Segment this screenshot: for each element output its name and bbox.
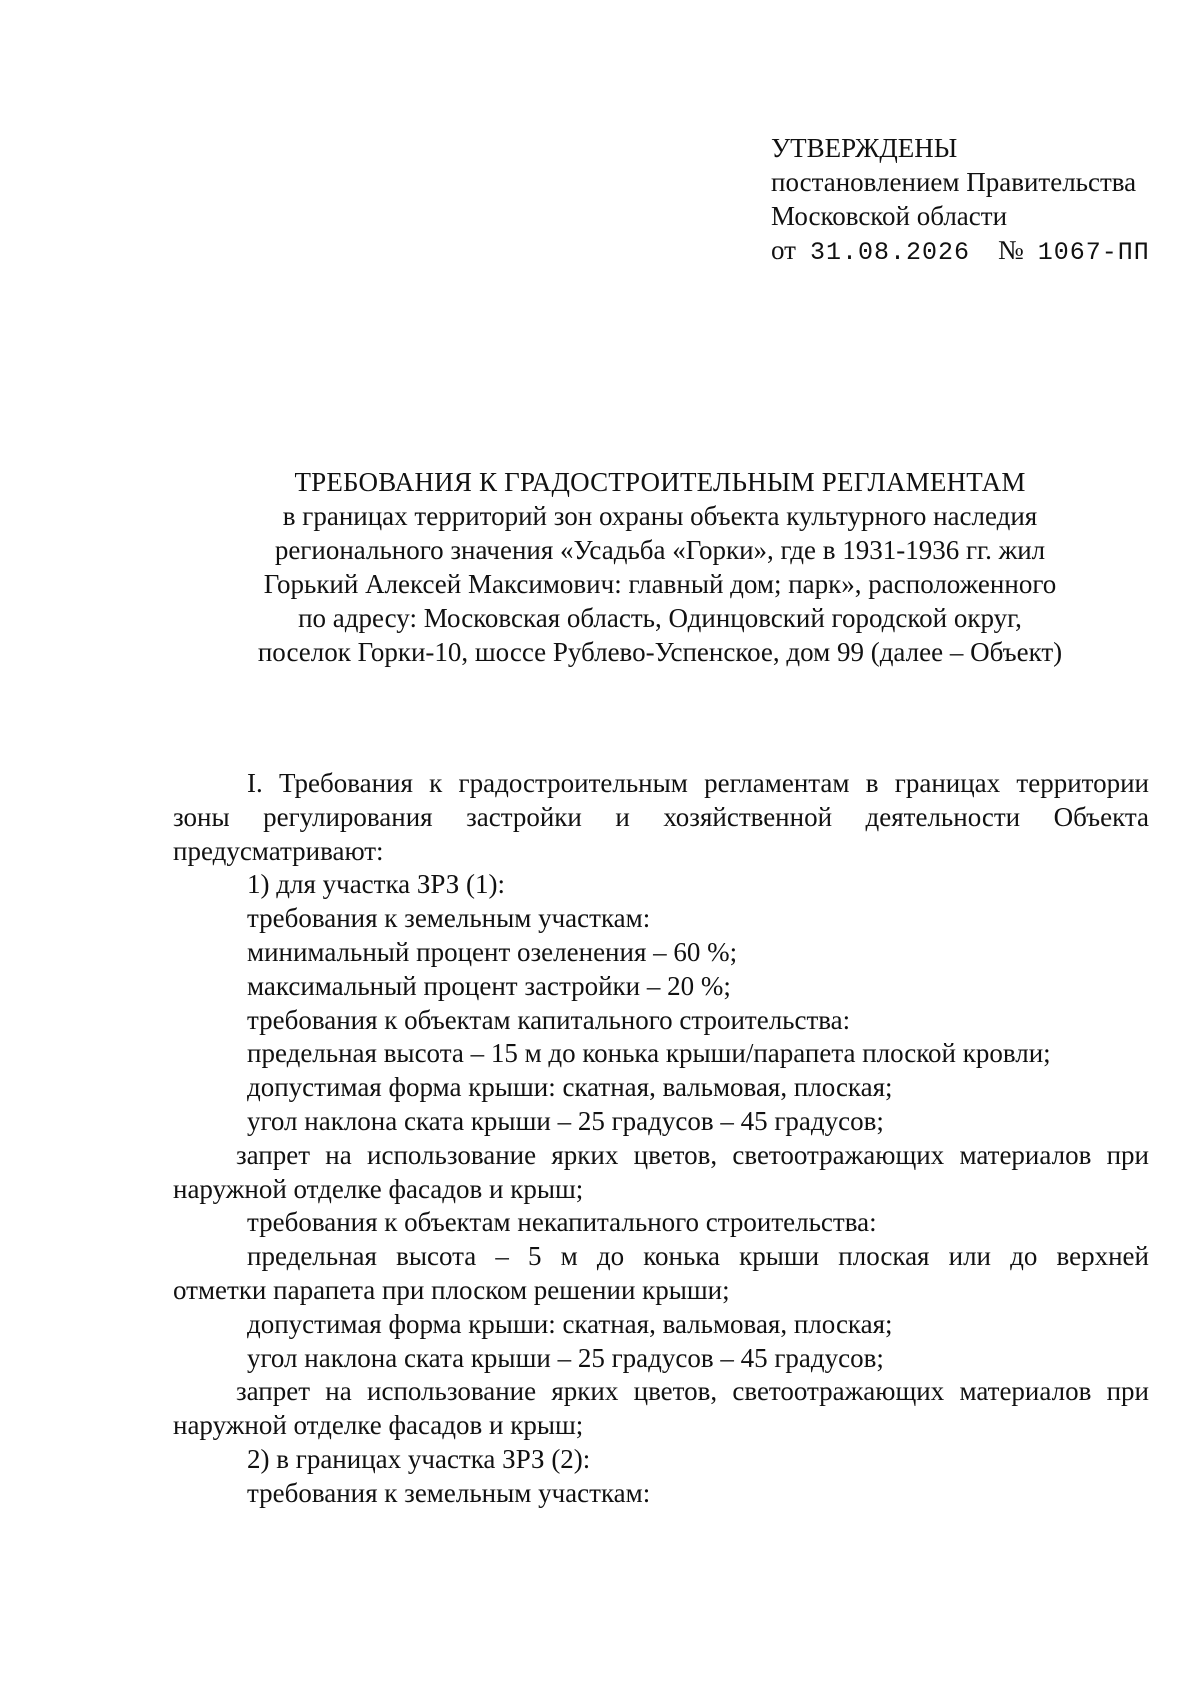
title-heading: ТРЕБОВАНИЯ К ГРАДОСТРОИТЕЛЬНЫМ РЕГЛАМЕНТАМ <box>294 467 1026 497</box>
min-green-percent: минимальный процент озеленения – 60 %; <box>247 936 738 967</box>
capital-colors-line2: наружной отделке фасадов и крыш; <box>173 1173 584 1204</box>
document-body <box>173 767 1149 1511</box>
title-line: Горький Алексей Максимович: главный дом; парк», расположенного <box>263 569 1057 599</box>
section1-line1: I. Требования к градостроительным регламентам в границах территории <box>247 768 1149 798</box>
item2-heading: 2) в границах участка ЗРЗ (2): <box>247 1443 591 1474</box>
land-requirements-1: требования к земельным участкам: <box>247 903 651 934</box>
approval-number-sign: № <box>997 235 1024 265</box>
noncapital-requirements: требования к объектам некапитального строительства: <box>247 1207 877 1238</box>
capital-roof-form: допустимая форма крыши: скатная, вальмовая, плоская; <box>247 1072 893 1103</box>
approval-region-line: Московской области <box>771 201 1008 231</box>
noncapital-height-line2: отметки парапета при плоском решении крыши; <box>173 1274 730 1305</box>
approval-stamp <box>771 131 1150 270</box>
noncapital-colors-line2: наружной отделке фасадов и крыш; <box>173 1410 584 1441</box>
noncapital-roof-form: допустимая форма крыши: скатная, вальмовая, плоская; <box>247 1308 893 1339</box>
capital-colors-line1: запрет на использование ярких цветов, светоотражающих материалов при <box>236 1139 1149 1170</box>
noncapital-colors-line1: запрет на использование ярких цветов, светоотражающих материалов при <box>236 1376 1149 1407</box>
section1-line2: зоны регулирования застройки и хозяйственной деятельности Объекта <box>173 801 1149 832</box>
capital-roof-angle: угол наклона ската крыши – 25 градусов – 45 градусов; <box>247 1105 884 1136</box>
item1-heading: 1) для участка ЗРЗ (1): <box>247 869 506 900</box>
section1-line3: предусматривают: <box>173 835 384 866</box>
approval-from-label: от <box>771 235 796 265</box>
noncapital-height-line1: предельная высота – 5 м до конька крыши плоская или до верхней <box>247 1241 1149 1272</box>
approval-date-number-line <box>771 233 1150 270</box>
land-requirements-2: требования к земельным участкам: <box>247 1477 651 1508</box>
approval-date: 31.08.2026 <box>809 238 970 267</box>
capital-height: предельная высота – 15 м до конька крыши/парапета плоской кровли; <box>247 1038 1051 1069</box>
capital-requirements: требования к объектам капитального строительства: <box>247 1004 851 1035</box>
title-line: регионального значения «Усадьба «Горки», где в 1931-1936 гг. жил <box>274 535 1046 565</box>
approval-decree-line: постановлением Правительства <box>771 167 1137 197</box>
title-line: в границах территорий зон охраны объекта культурного наследия <box>282 501 1038 531</box>
approval-number: 1067-ПП <box>1037 238 1150 267</box>
approval-title: УТВЕРЖДЕНЫ <box>771 133 958 163</box>
document-title <box>130 465 1190 669</box>
max-build-percent: максимальный процент застройки – 20 %; <box>247 970 731 1001</box>
title-line: поселок Горки-10, шоссе Рублево-Успенское, дом 99 (далее – Объект) <box>257 637 1063 667</box>
noncapital-roof-angle: угол наклона ската крыши – 25 градусов – 45 градусов; <box>247 1342 884 1373</box>
title-line: по адресу: Московская область, Одинцовский городской округ, <box>298 603 1022 633</box>
